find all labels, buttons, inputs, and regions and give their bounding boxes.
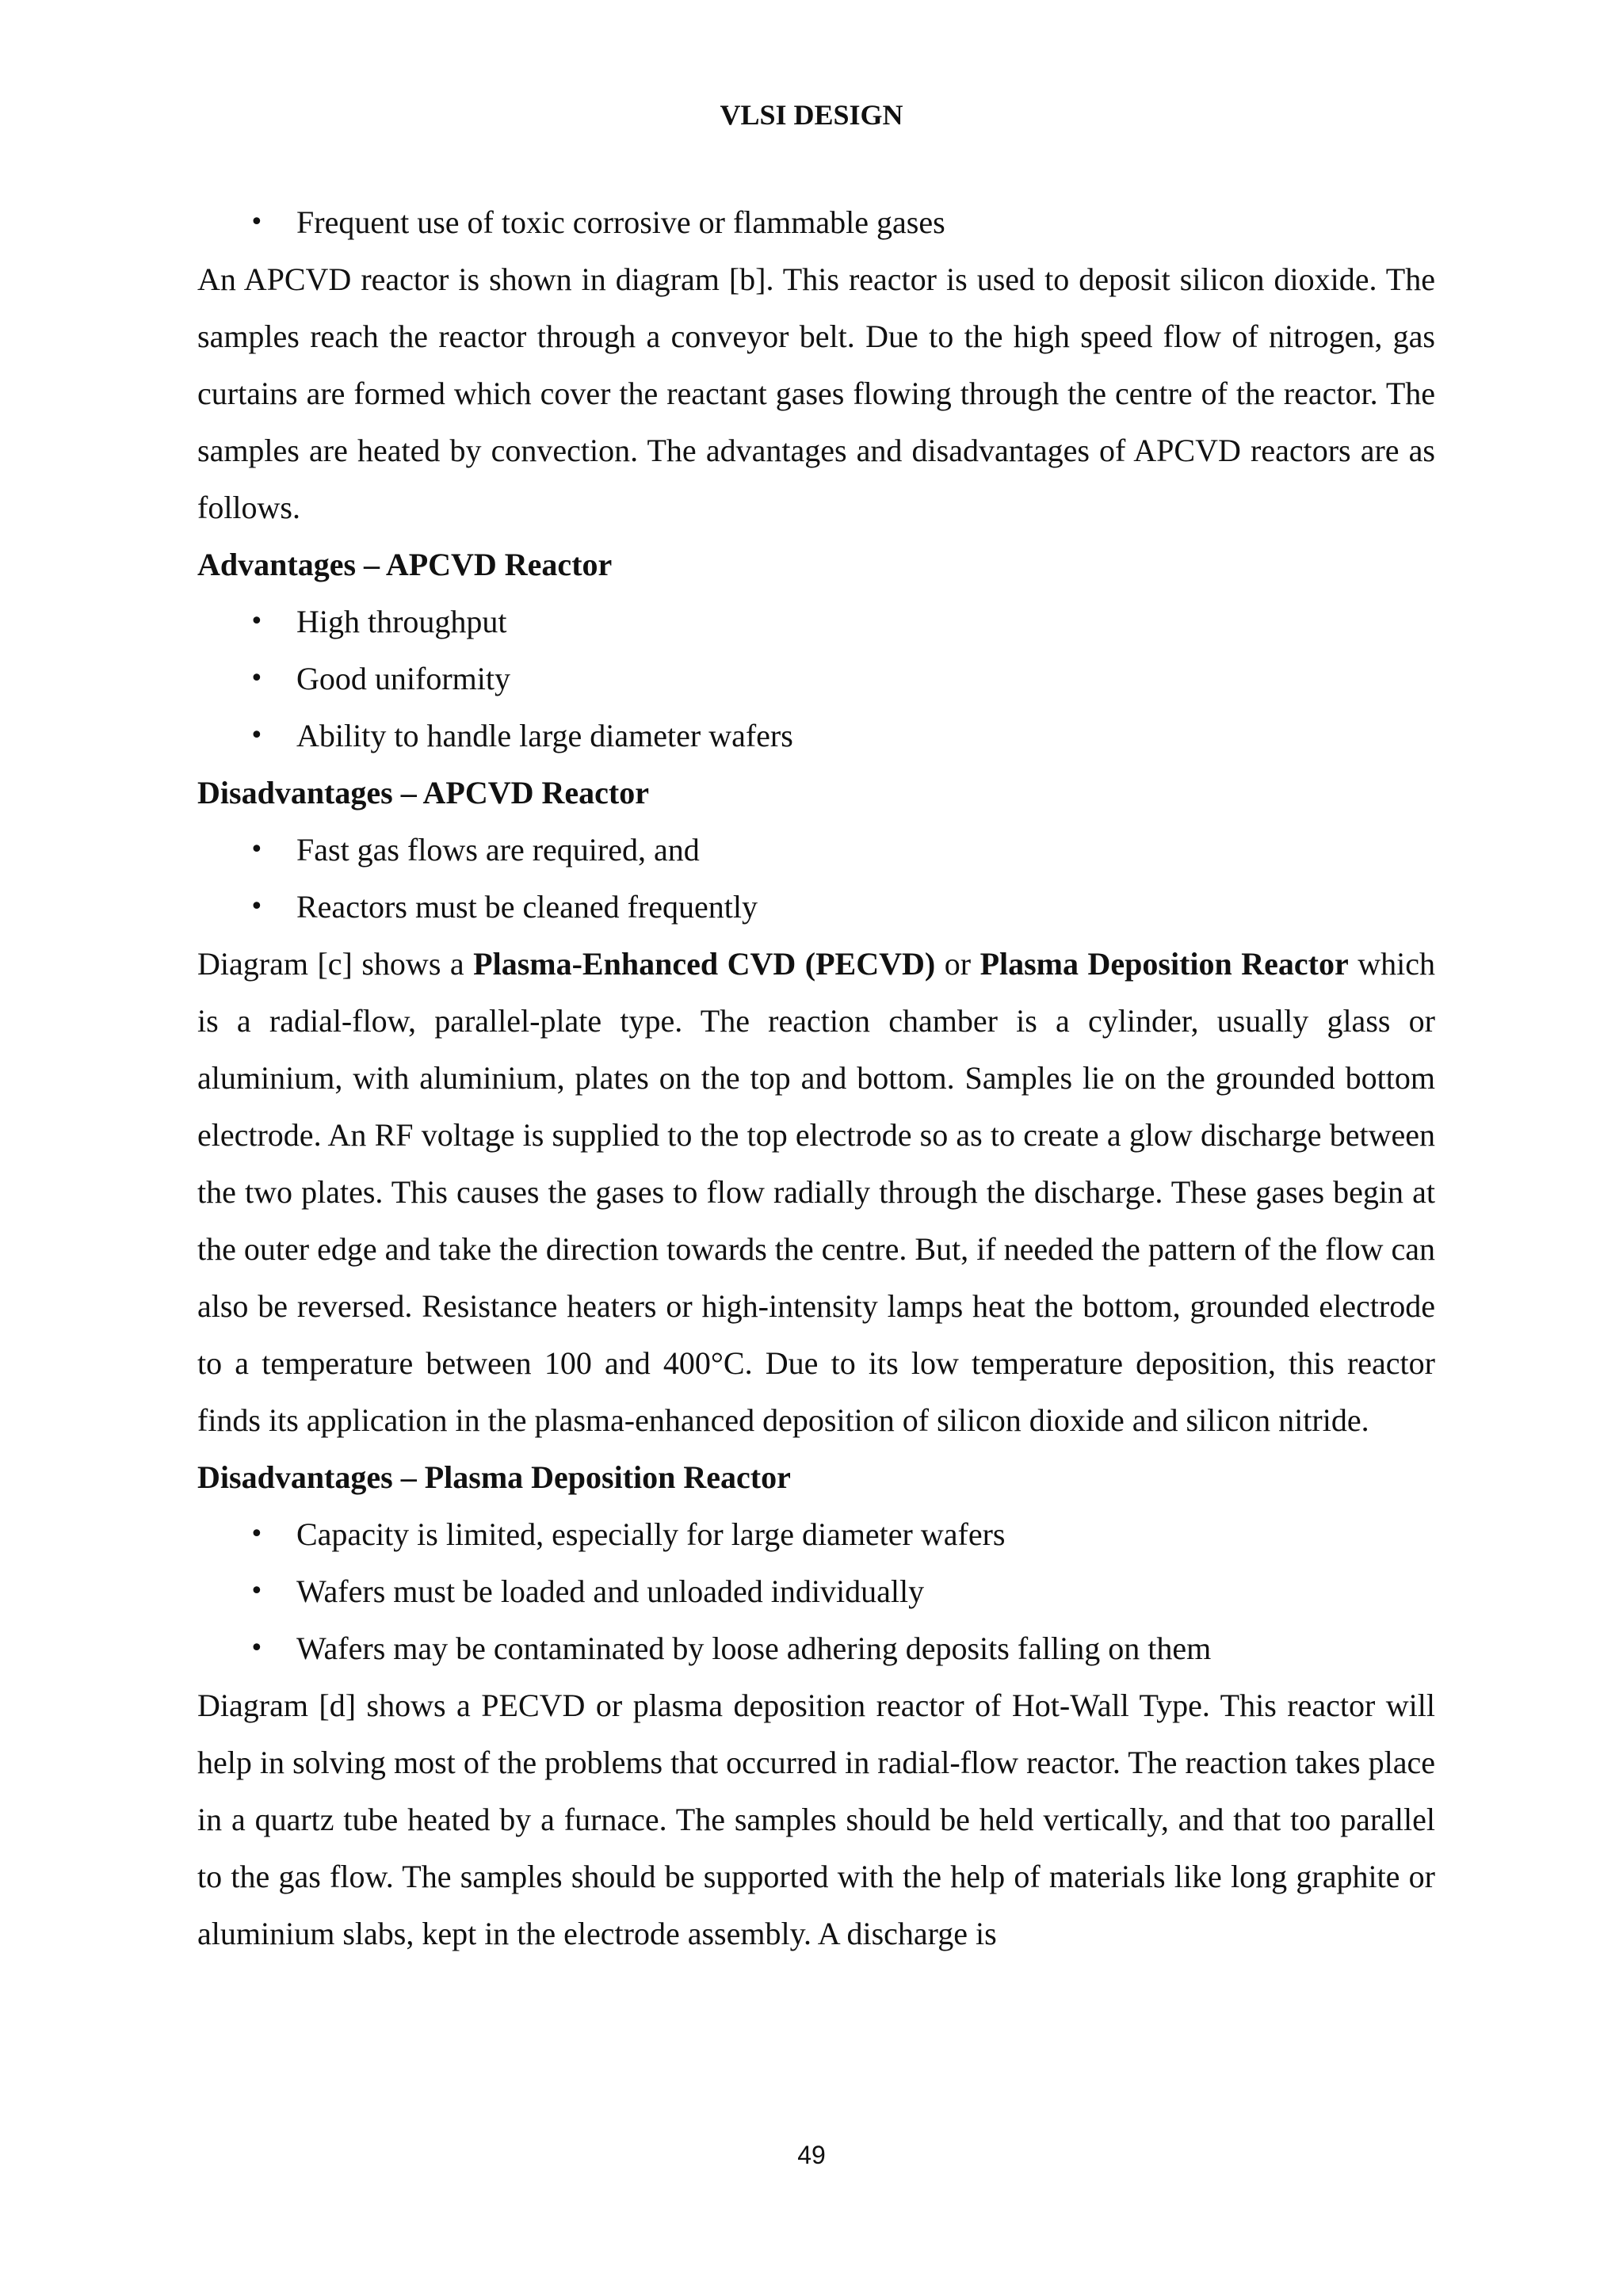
- term-plasma-deposition-reactor: Plasma Deposition Reactor: [980, 946, 1349, 982]
- page-header-title: VLSI DESIGN: [720, 99, 903, 131]
- bullet-icon: •: [250, 608, 264, 635]
- heading-advantages-apcvd: Advantages – APCVD Reactor: [197, 547, 613, 582]
- page-number: 49: [797, 2141, 826, 2169]
- list-item-text: Wafers must be loaded and unloaded individually: [296, 1573, 925, 1609]
- list-item-text: Capacity is limited, especially for large diameter wafers: [296, 1516, 1006, 1552]
- list-item: [197, 822, 1435, 879]
- list-item: [197, 1563, 1435, 1620]
- list-item: [197, 593, 1435, 650]
- paragraph-text: Diagram [c] shows a: [197, 946, 474, 982]
- bullet-list-disadvantages-plasma: [197, 1506, 1435, 1677]
- bullet-icon: •: [250, 665, 264, 692]
- list-item: [197, 1506, 1435, 1563]
- heading-disadvantages-apcvd: Disadvantages – APCVD Reactor: [197, 775, 649, 810]
- bullet-list-gases: [197, 194, 1435, 251]
- bullet-list-advantages-apcvd: [197, 593, 1435, 765]
- bullet-icon: •: [250, 1577, 264, 1605]
- list-item-text: Reactors must be cleaned frequently: [296, 889, 758, 925]
- list-item-text: High throughput: [296, 604, 507, 639]
- list-item: [197, 1620, 1435, 1677]
- bullet-list-disadvantages-apcvd: [197, 822, 1435, 936]
- bullet-icon: •: [250, 208, 264, 236]
- paragraph-pecvd: [197, 936, 1435, 1449]
- bullet-icon: •: [250, 836, 264, 864]
- bullet-icon: •: [250, 1520, 264, 1548]
- list-item: [197, 879, 1435, 936]
- heading-disadvantages-plasma: Disadvantages – Plasma Deposition Reactor: [197, 1459, 791, 1495]
- list-item-text: Frequent use of toxic corrosive or flammable gases: [296, 204, 945, 240]
- list-item-text: Wafers may be contaminated by loose adhering deposits falling on them: [296, 1630, 1212, 1666]
- bullet-icon: •: [250, 893, 264, 921]
- document-body: [197, 194, 1435, 1962]
- paragraph-apcvd: An APCVD reactor is shown in diagram [b]. This reactor is used to deposit silicon dioxide. The samples reach the reactor through a conveyor belt. Due to the high speed flow of nitrogen, gas curtains are formed which cover the reactant gases flowing through the centre of the reactor. The samples are heated by convection. The advantages and disadvantages of APCVD reactors are as follows.: [197, 261, 1435, 525]
- paragraph-hot-wall: Diagram [d] shows a PECVD or plasma deposition reactor of Hot-Wall Type. This reactor will help in solving most of the problems that occurred in radial-flow reactor. The reaction takes place in a quartz tube heated by a furnace. The samples should be held vertically, and that too parallel to the gas flow. The samples should be supported with the help of materials like long graphite or aluminium slabs, kept in the electrode assembly. A discharge is: [197, 1688, 1435, 1951]
- list-item-text: Ability to handle large diameter wafers: [296, 718, 793, 753]
- list-item: [197, 707, 1435, 765]
- bullet-icon: •: [250, 722, 264, 749]
- list-item-text: Good uniformity: [296, 661, 510, 696]
- bullet-icon: •: [250, 1634, 264, 1662]
- list-item: [197, 194, 1435, 251]
- list-item-text: Fast gas flows are required, and: [296, 832, 700, 868]
- paragraph-text: which is a radial-flow, parallel-plate type. The reaction chamber is a cylinder, usually glass or aluminium, with aluminium, plates on the top and bottom. Samples lie on the grounded bottom electrode. An RF voltage is supplied to the top electrode so as to create a glow discharge between the two plates. This causes the gases to flow radially through the discharge. These gases begin at the outer edge and take the direction towards the centre. But, if needed the pattern of the flow can also be reversed. Resistance heaters or high-intensity lamps heat the bottom, grounded electrode to a temperature between 100 and 400°C. Due to its low temperature deposition, this reactor finds its application in the plasma-enhanced deposition of silicon dioxide and silicon nitride.: [197, 946, 1436, 1438]
- list-item: [197, 650, 1435, 707]
- term-pecvd: Plasma-Enhanced CVD (PECVD): [473, 946, 936, 982]
- paragraph-text: or: [935, 946, 980, 982]
